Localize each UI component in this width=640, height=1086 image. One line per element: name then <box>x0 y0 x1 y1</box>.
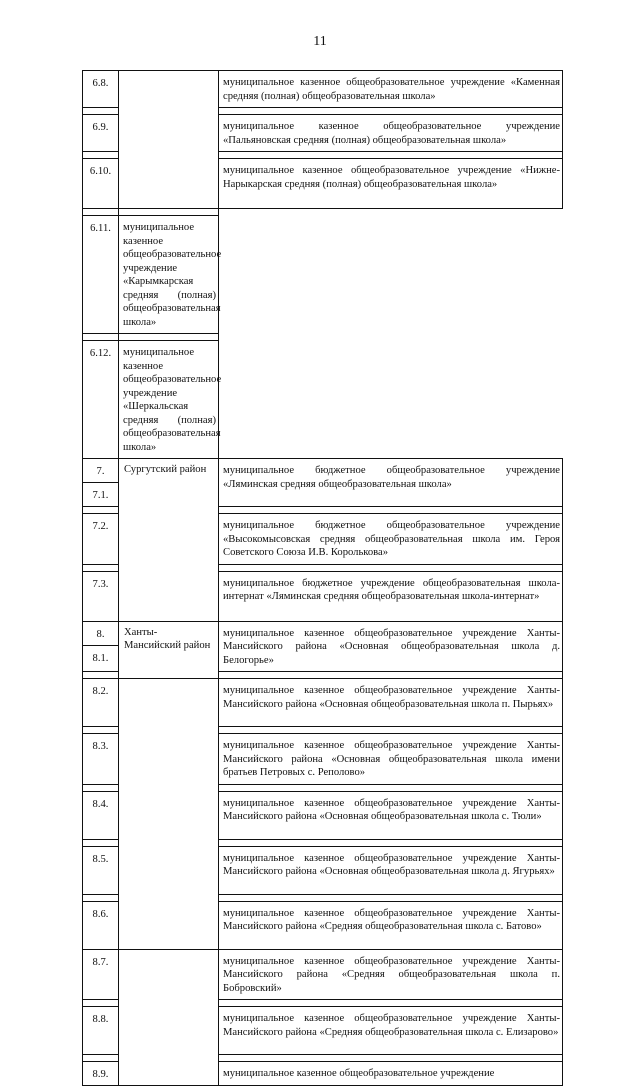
row-number: 8.7. <box>83 949 119 1000</box>
institution-cell: муниципальное казенное общеобразовательное учреждение Ханты-Мансийского района «Средняя общеобразовательная школа с. Батово» <box>219 901 563 949</box>
row-number: 8.3. <box>83 734 119 785</box>
row-number: 6.11. <box>83 216 119 334</box>
row-number: 7.2. <box>83 514 119 565</box>
institution-cell: муниципальное бюджетное учреждение общеобразовательная школа-интернат «Ляминская средняя общеобразовательная школа-интернат» <box>219 571 563 621</box>
row-number: 8.1. <box>83 645 119 671</box>
institution-cell: муниципальное казенное общеобразовательное учреждение Ханты-Мансийского района «Основная общеобразовательная школа имени братьев Петровых с. Реполово» <box>219 734 563 785</box>
table-row <box>83 216 563 334</box>
row-number: 8.8. <box>83 1007 119 1055</box>
page-number: 11 <box>313 34 327 49</box>
row-number: 8.2. <box>83 679 119 727</box>
table-row <box>83 71 563 108</box>
institution-cell: муниципальное казенное общеобразовательное учреждение Ханты-Мансийского района «Основная общеобразовательная школа д. Белогорье» <box>219 621 563 672</box>
row-number: 8.6. <box>83 901 119 949</box>
row-number: 8.4. <box>83 791 119 839</box>
table-row <box>83 341 563 459</box>
institution-cell: муниципальное казенное общеобразовательное учреждение <box>219 1062 563 1086</box>
row-number: 8. <box>83 621 119 645</box>
institution-cell: муниципальное казенное общеобразовательное учреждение «Карымкарская средняя (полная) общеобразовательная школа» <box>119 216 219 334</box>
table-row <box>83 949 563 1000</box>
region-cell <box>119 71 219 209</box>
region-cell <box>119 949 219 1085</box>
institution-cell: муниципальное казенное общеобразовательное учреждение Ханты-Мансийского района «Основная общеобразовательная школа д. Ягурьях» <box>219 846 563 894</box>
institution-cell: муниципальное казенное общеобразовательное учреждение «Нижне-Нарыкарская средняя (полная) общеобразовательная школа» <box>219 159 563 209</box>
institution-cell: муниципальное казенное общеобразовательное учреждение Ханты-Мансийского района «Основная общеобразовательная школа с. Тюли» <box>219 791 563 839</box>
region-cell <box>119 679 219 950</box>
table-row <box>83 459 563 483</box>
institution-cell: муниципальное казенное общеобразовательное учреждение Ханты-Мансийского района «Средняя общеобразовательная школа с. Елизарово» <box>219 1007 563 1055</box>
row-number: 7.1. <box>83 483 119 507</box>
row-number: 7.3. <box>83 571 119 621</box>
institution-cell: муниципальное казенное общеобразовательное учреждение Ханты-Мансийского района «Основная общеобразовательная школа п. Пырьях» <box>219 679 563 727</box>
institution-cell: муниципальное казенное общеобразовательное учреждение Ханты-Мансийского района «Средняя общеобразовательная школа п. Бобровский» <box>219 949 563 1000</box>
region-cell: Сургутский район <box>119 459 219 622</box>
institution-cell: муниципальное бюджетное общеобразовательное учреждение «Высокомысовская средняя общеобразовательная школа им. Героя Советского Союза И.В. Королькова» <box>219 514 563 565</box>
row-number: 6.12. <box>83 341 119 459</box>
institution-cell: муниципальное бюджетное общеобразовательное учреждение «Ляминская средняя общеобразовательная школа» <box>219 459 563 507</box>
region-cell: Ханты-Мансийский район <box>119 621 219 679</box>
institution-cell: муниципальное казенное общеобразовательное учреждение «Каменная средняя (полная) общеобразовательная школа» <box>219 71 563 108</box>
institution-cell: муниципальное казенное общеобразовательное учреждение «Пальяновская средняя (полная) общеобразовательная школа» <box>219 115 563 152</box>
institution-cell: муниципальное казенное общеобразовательное учреждение «Шеркальская средняя (полная) общеобразовательная школа» <box>119 341 219 459</box>
row-number: 8.5. <box>83 846 119 894</box>
row-number: 7. <box>83 459 119 483</box>
table-row <box>83 621 563 645</box>
row-number: 6.9. <box>83 115 119 152</box>
school-list-table <box>82 70 563 1086</box>
table-row <box>83 679 563 727</box>
row-number: 6.10. <box>83 159 119 209</box>
row-number: 6.8. <box>83 71 119 108</box>
row-number: 8.9. <box>83 1062 119 1086</box>
